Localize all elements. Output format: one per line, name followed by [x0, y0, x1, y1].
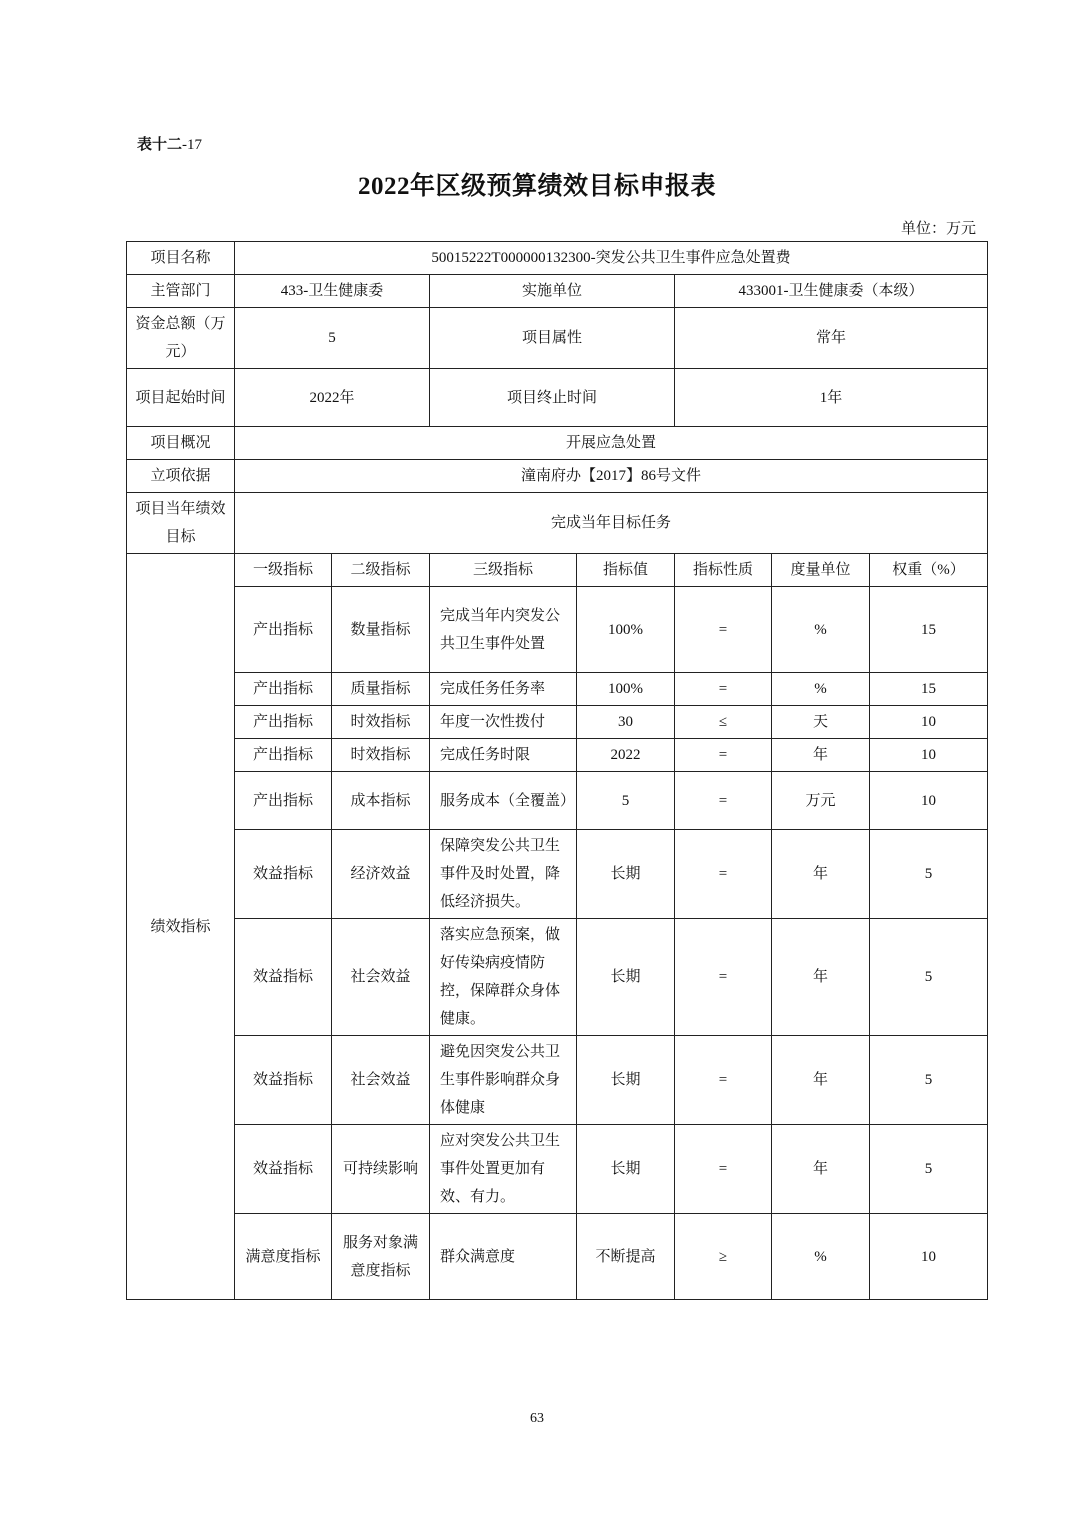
- project-name-value: 50015222T000000132300-突发公共卫生事件应急处置费: [235, 242, 988, 275]
- basis-value: 潼南府办【2017】86号文件: [235, 460, 988, 493]
- indicator-nature: =: [675, 919, 772, 1036]
- indicator-level2: 质量指标: [332, 673, 430, 706]
- indicator-level3: 完成任务任务率: [430, 673, 577, 706]
- header-weight: 权重（%）: [870, 554, 988, 587]
- page-number: 63: [530, 1411, 544, 1426]
- indicator-level2: 服务对象满意度指标: [332, 1214, 430, 1300]
- indicator-row: [127, 1036, 988, 1125]
- indicator-weight: 10: [870, 739, 988, 772]
- row-overview: [127, 427, 988, 460]
- indicator-level1: 产出指标: [235, 587, 332, 673]
- indicator-level3: 服务成本（全覆盖）: [430, 772, 577, 830]
- indicator-level3: 完成任务时限: [430, 739, 577, 772]
- indicator-value: 5: [577, 772, 675, 830]
- table-number-prefix: 表十二: [137, 137, 183, 153]
- indicator-value: 长期: [577, 830, 675, 919]
- indicator-level1: 产出指标: [235, 772, 332, 830]
- indicator-row: [127, 1125, 988, 1214]
- indicator-level2: 时效指标: [332, 706, 430, 739]
- basis-label: 立项依据: [127, 460, 235, 493]
- header-nature: 指标性质: [675, 554, 772, 587]
- indicator-value: 长期: [577, 1036, 675, 1125]
- indicator-level3: 群众满意度: [430, 1214, 577, 1300]
- indicator-level2: 数量指标: [332, 587, 430, 673]
- indicator-row: [127, 706, 988, 739]
- indicator-level3: 应对突发公共卫生事件处置更加有效、有力。: [430, 1125, 577, 1214]
- indicator-unit: 年: [772, 1036, 870, 1125]
- indicator-level2: 社会效益: [332, 919, 430, 1036]
- indicator-level1: 效益指标: [235, 1036, 332, 1125]
- indicator-nature: =: [675, 830, 772, 919]
- indicator-weight: 5: [870, 830, 988, 919]
- indicator-row: [127, 772, 988, 830]
- row-total-funding: [127, 308, 988, 369]
- indicator-level1: 效益指标: [235, 830, 332, 919]
- indicator-row: [127, 587, 988, 673]
- indicator-header-row: [127, 554, 988, 587]
- indicator-value: 长期: [577, 1125, 675, 1214]
- start-time-value: 2022年: [235, 369, 430, 427]
- row-project-name: [127, 242, 988, 275]
- indicator-unit: 天: [772, 706, 870, 739]
- overview-label: 项目概况: [127, 427, 235, 460]
- indicator-weight: 5: [870, 1036, 988, 1125]
- project-attribute-label: 项目属性: [430, 308, 675, 369]
- indicator-level3: 落实应急预案，做好传染病疫情防控，保障群众身体健康。: [430, 919, 577, 1036]
- indicator-unit: 年: [772, 1125, 870, 1214]
- indicators-section-label: 绩效指标: [127, 554, 235, 1300]
- row-basis: [127, 460, 988, 493]
- overview-value: 开展应急处置: [235, 427, 988, 460]
- indicator-level1: 满意度指标: [235, 1214, 332, 1300]
- implementing-unit-value: 433001-卫生健康委（本级）: [675, 275, 988, 308]
- indicator-level2: 经济效益: [332, 830, 430, 919]
- department-label: 主管部门: [127, 275, 235, 308]
- indicator-level1: 产出指标: [235, 739, 332, 772]
- indicator-nature: =: [675, 739, 772, 772]
- implementing-unit-label: 实施单位: [430, 275, 675, 308]
- table-number-suffix: -17: [182, 137, 203, 153]
- indicator-level2: 社会效益: [332, 1036, 430, 1125]
- indicator-weight: 15: [870, 673, 988, 706]
- indicator-level2: 成本指标: [332, 772, 430, 830]
- indicator-nature: ≥: [675, 1214, 772, 1300]
- end-time-value: 1年: [675, 369, 988, 427]
- indicator-weight: 10: [870, 706, 988, 739]
- indicator-value: 不断提高: [577, 1214, 675, 1300]
- indicator-weight: 5: [870, 1125, 988, 1214]
- department-value: 433-卫生健康委: [235, 275, 430, 308]
- indicator-nature: =: [675, 673, 772, 706]
- total-funding-label: 资金总额（万元）: [127, 308, 235, 369]
- indicator-level1: 效益指标: [235, 919, 332, 1036]
- indicator-value: 100%: [577, 673, 675, 706]
- header-level3: 三级指标: [430, 554, 577, 587]
- indicator-row: [127, 673, 988, 706]
- header-level2: 二级指标: [332, 554, 430, 587]
- indicator-unit: 年: [772, 830, 870, 919]
- annual-goal-value: 完成当年目标任务: [235, 493, 988, 554]
- header-value: 指标值: [577, 554, 675, 587]
- indicator-level1: 效益指标: [235, 1125, 332, 1214]
- header-unit: 度量单位: [772, 554, 870, 587]
- indicator-weight: 10: [870, 772, 988, 830]
- indicator-unit: %: [772, 587, 870, 673]
- indicator-unit: 年: [772, 739, 870, 772]
- indicator-level3: 保障突发公共卫生事件及时处置，降低经济损失。: [430, 830, 577, 919]
- budget-performance-table: [126, 241, 988, 1300]
- row-project-period: [127, 369, 988, 427]
- indicator-value: 长期: [577, 919, 675, 1036]
- annual-goal-label: 项目当年绩效目标: [127, 493, 235, 554]
- project-attribute-value: 常年: [675, 308, 988, 369]
- project-name-label: 项目名称: [127, 242, 235, 275]
- indicator-weight: 5: [870, 919, 988, 1036]
- indicator-weight: 15: [870, 587, 988, 673]
- indicator-weight: 10: [870, 1214, 988, 1300]
- table-number-label: [137, 133, 202, 154]
- indicator-level1: 产出指标: [235, 706, 332, 739]
- indicator-nature: =: [675, 587, 772, 673]
- unit-note: 单位：万元: [900, 221, 976, 237]
- indicator-nature: =: [675, 772, 772, 830]
- indicator-nature: =: [675, 1125, 772, 1214]
- row-department: [127, 275, 988, 308]
- indicator-row: [127, 739, 988, 772]
- indicator-level3: 避免因突发公共卫生事件影响群众身体健康: [430, 1036, 577, 1125]
- indicator-level2: 可持续影响: [332, 1125, 430, 1214]
- indicator-level3: 年度一次性拨付: [430, 706, 577, 739]
- indicator-row: [127, 1214, 988, 1300]
- indicator-unit: %: [772, 1214, 870, 1300]
- indicator-nature: ≤: [675, 706, 772, 739]
- start-time-label: 项目起始时间: [127, 369, 235, 427]
- indicator-unit: 年: [772, 919, 870, 1036]
- document-title: 2022年区级预算绩效目标申报表: [357, 173, 716, 200]
- total-funding-value: 5: [235, 308, 430, 369]
- indicator-level3: 完成当年内突发公共卫生事件处置: [430, 587, 577, 673]
- row-annual-goal: [127, 493, 988, 554]
- indicator-nature: =: [675, 1036, 772, 1125]
- end-time-label: 项目终止时间: [430, 369, 675, 427]
- indicator-unit: %: [772, 673, 870, 706]
- indicator-value: 30: [577, 706, 675, 739]
- indicator-value: 2022: [577, 739, 675, 772]
- indicator-row: [127, 919, 988, 1036]
- indicator-unit: 万元: [772, 772, 870, 830]
- indicator-level2: 时效指标: [332, 739, 430, 772]
- indicator-value: 100%: [577, 587, 675, 673]
- header-level1: 一级指标: [235, 554, 332, 587]
- indicator-level1: 产出指标: [235, 673, 332, 706]
- indicator-row: [127, 830, 988, 919]
